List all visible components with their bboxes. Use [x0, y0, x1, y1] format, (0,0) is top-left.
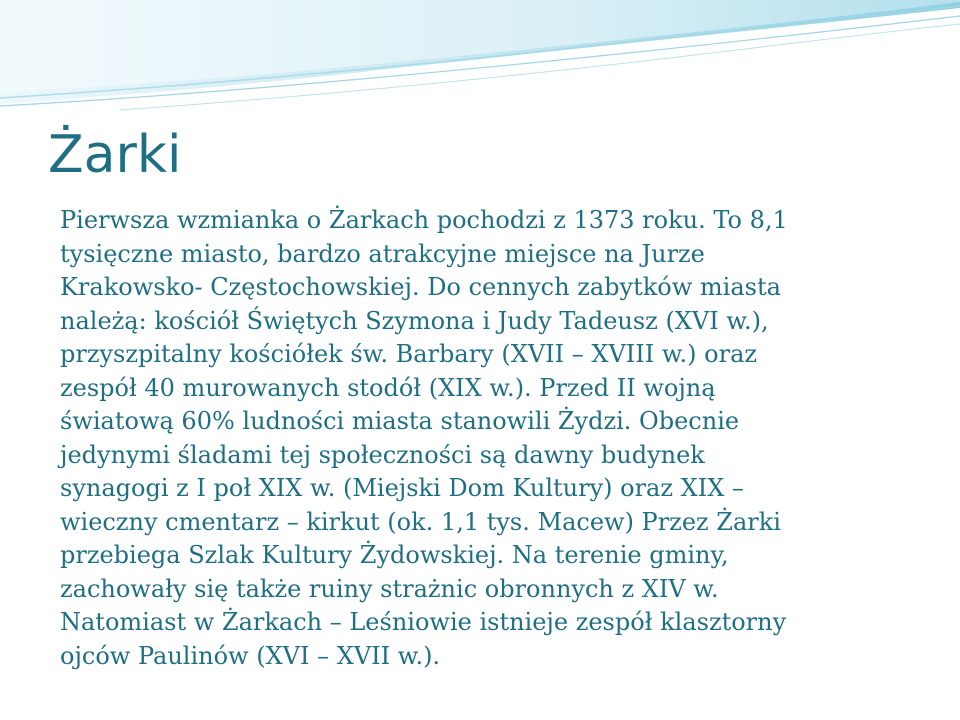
body-line: tysięczne miasto, bardzo atrakcyjne miejsce na Jurze — [60, 239, 705, 268]
decorative-wave-banner — [0, 0, 960, 120]
body-line: Natomiast w Żarkach – Leśniowie istnieje zespół klasztorny — [60, 608, 787, 636]
body-line: zespół 40 murowanych stodół (XIX w.). Przed II wojną — [60, 373, 716, 402]
body-line: ojców Paulinów (XVI – XVII w.). — [60, 641, 441, 670]
slide-body-text — [60, 204, 930, 673]
body-line: należą: kościół Świętych Szymona i Judy Tadeusz (XVI w.), — [60, 306, 769, 335]
slide-title: Żarki — [48, 125, 182, 185]
body-line: synagogi z I poł XIX w. (Miejski Dom Kultury) oraz XIX – — [60, 474, 744, 502]
body-line: przyszpitalny kościółek św. Barbary (XVII – XVIII w.) oraz — [60, 340, 758, 368]
body-line: jedynymi śladami tej społeczności są dawny budynek — [60, 440, 705, 469]
body-line: przebiega Szlak Kultury Żydowskiej. Na terenie gminy, — [60, 541, 729, 569]
body-line: światową 60% ludności miasta stanowili Żydzi. Obecnie — [60, 407, 740, 435]
body-line: wieczny cmentarz – kirkut (ok. 1,1 tys. Macew) Przez Żarki — [60, 507, 781, 536]
body-line: Pierwsza wzmianka o Żarkach pochodzi z 1373 roku. To 8,1 — [60, 206, 788, 234]
body-line: Krakowsko- Częstochowskiej. Do cennych zabytków miasta — [60, 273, 781, 301]
body-line: zachowały się także ruiny strażnic obronnych z XIV w. — [60, 574, 719, 603]
wave-layer-mid — [0, 0, 960, 92]
